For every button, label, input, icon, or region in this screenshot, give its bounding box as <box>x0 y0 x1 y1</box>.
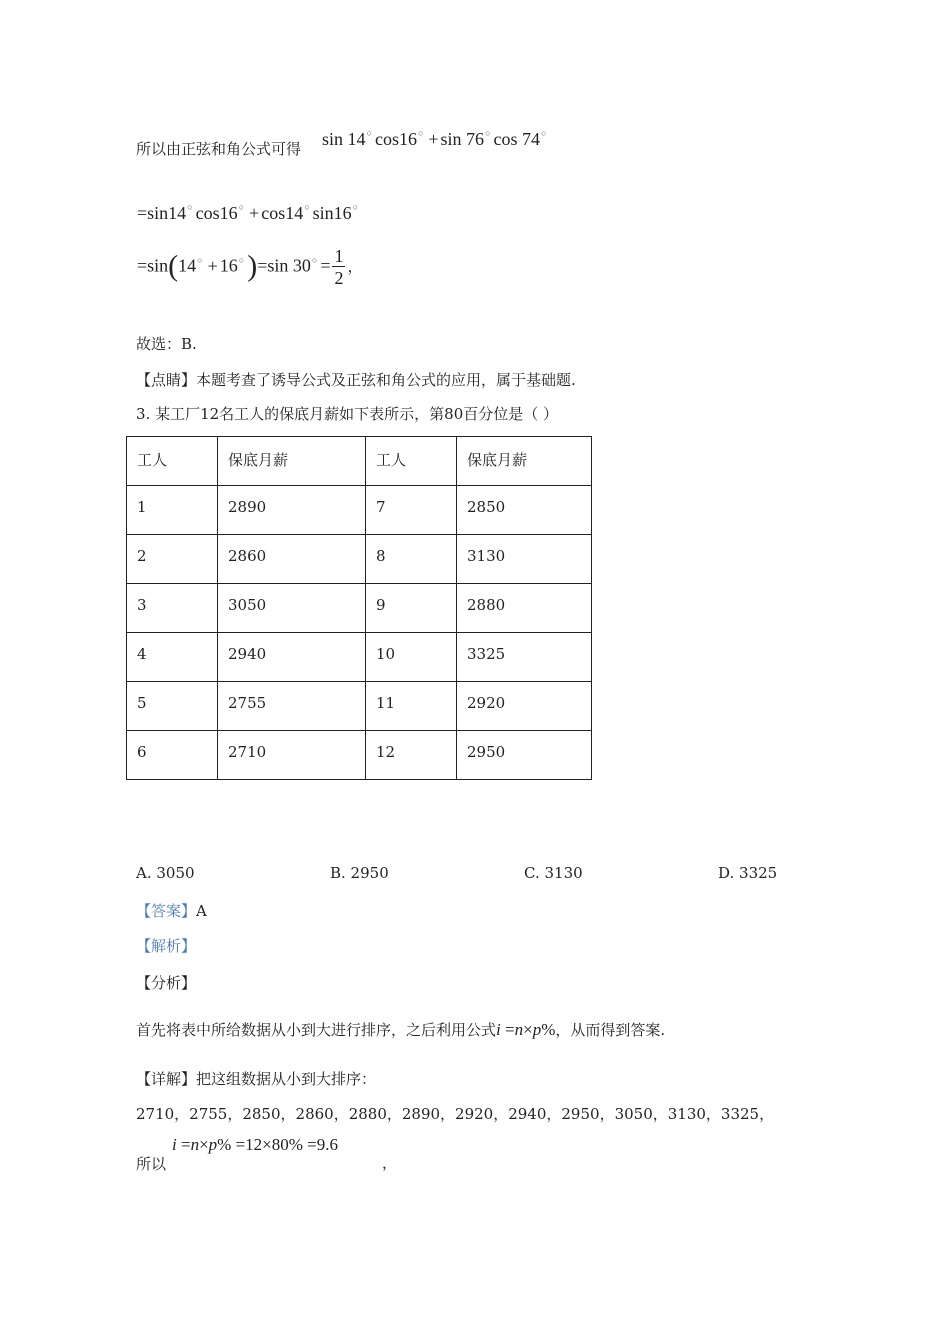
option-d: D. 3325 <box>718 864 778 882</box>
fraction <box>332 246 345 289</box>
analysis-paragraph <box>136 1019 665 1040</box>
table-cell: 9 <box>366 584 457 633</box>
table-cell: 7 <box>366 486 457 535</box>
operator: = <box>137 203 148 223</box>
formula-line-3: =sin(14○ + 16○ )=sin 30○ = $\frac{1}{2}$ ， <box>137 246 363 288</box>
var-i: i <box>172 1135 177 1154</box>
table-cell: 2940 <box>218 633 366 682</box>
table-header: 工人 <box>127 437 218 486</box>
term: sin 14 <box>322 129 366 149</box>
table-row <box>127 682 592 731</box>
table-cell: 2890 <box>218 486 366 535</box>
term: sin 76 <box>440 129 485 149</box>
sorted-data: 2710，2755，2850，2860，2880，2890，2920，2940，2950，3050，3130，3325， <box>136 1105 775 1123</box>
operator: + <box>428 129 439 149</box>
term: cos 74 <box>493 129 540 149</box>
table-cell: 2850 <box>457 486 592 535</box>
operator: = <box>500 1020 515 1039</box>
term: 14 <box>178 255 197 276</box>
answer-label: 【答案】 <box>136 902 197 920</box>
percentile-formula <box>496 1020 555 1039</box>
table-cell: 4 <box>127 633 218 682</box>
term: cos16 <box>374 129 417 149</box>
table-row <box>127 584 592 633</box>
term: cos14 <box>261 203 304 223</box>
term: sin16 <box>312 203 352 223</box>
table-cell: 2880 <box>457 584 592 633</box>
table-row <box>127 731 592 780</box>
option-c: C. 3130 <box>524 864 583 882</box>
operator: + <box>249 203 260 223</box>
table-cell: 2920 <box>457 682 592 731</box>
analysis-suffix: ，从而得到答案. <box>555 1021 666 1039</box>
intro-text: 所以由正弦和角公式可得 <box>136 140 302 158</box>
conclusion: 故选：B. <box>136 335 197 353</box>
table-cell: 2950 <box>457 731 592 780</box>
final-prefix: 所以 <box>136 1155 167 1173</box>
option-b: B. 2950 <box>330 864 389 882</box>
table-cell: 2 <box>127 535 218 584</box>
var-i: i <box>496 1020 501 1039</box>
table-cell: 3 <box>127 584 218 633</box>
table-cell: 8 <box>366 535 457 584</box>
table-cell: 3130 <box>457 535 592 584</box>
table-cell: 2860 <box>218 535 366 584</box>
denominator: 2 <box>334 268 344 288</box>
table-header: 保底月薪 <box>457 437 592 486</box>
option-a: A. 3050 <box>136 864 195 882</box>
table-cell: 2755 <box>218 682 366 731</box>
term: 16 <box>219 255 238 276</box>
final-suffix: ， <box>382 1154 398 1172</box>
analysis-heading: 【解析】 <box>136 937 197 955</box>
table-row <box>127 486 592 535</box>
table-cell: 3325 <box>457 633 592 682</box>
detail-heading: 【详解】把这组数据从小到大排序： <box>136 1070 377 1088</box>
formula-line-2: =sin14○ cos16○ + cos14○ sin16○ <box>137 202 359 223</box>
answer-line <box>136 900 207 921</box>
percent-sign: % <box>541 1020 556 1039</box>
term: sin 30 <box>267 255 311 276</box>
table-cell: 2710 <box>218 731 366 780</box>
operator: + <box>207 255 218 276</box>
table-header-row <box>127 437 592 486</box>
fenxi-heading: 【分析】 <box>136 974 197 992</box>
table-cell: 10 <box>366 633 457 682</box>
table-header: 保底月薪 <box>218 437 366 486</box>
formula-rest: % =12×80% =9.6 <box>217 1135 339 1154</box>
derivation-intro <box>136 138 301 159</box>
operator: × <box>199 1135 209 1154</box>
answer-value: A <box>196 902 207 920</box>
table-cell: 5 <box>127 682 218 731</box>
operator: = <box>137 255 148 276</box>
operator: = <box>176 1135 191 1154</box>
question-stem: 3. 某工厂12名工人的保底月薪如下表所示，第80百分位是（ ） <box>136 405 559 423</box>
term: cos16 <box>195 203 238 223</box>
comment: 【点睛】本题考查了诱导公式及正弦和角公式的应用，属于基础题. <box>136 371 576 389</box>
table-row <box>127 633 592 682</box>
punctuation: ， <box>347 259 363 276</box>
table-cell: 11 <box>366 682 457 731</box>
table-row <box>127 535 592 584</box>
var-p: p <box>208 1135 218 1154</box>
table-cell: 3050 <box>218 584 366 633</box>
salary-table <box>126 436 592 780</box>
var-n: n <box>514 1020 524 1039</box>
var-p: p <box>532 1020 542 1039</box>
analysis-text: 首先将表中所给数据从小到大进行排序，之后利用公式 <box>136 1021 497 1039</box>
term: sin <box>147 255 169 276</box>
table-cell: 12 <box>366 731 457 780</box>
final-formula <box>172 1135 338 1155</box>
table-header: 工人 <box>366 437 457 486</box>
operator: × <box>523 1020 533 1039</box>
table-cell: 6 <box>127 731 218 780</box>
operator: = <box>257 255 268 276</box>
var-n: n <box>190 1135 200 1154</box>
formula-line-1: sin 14○ cos16○ + sin 76○ cos 74○ <box>322 128 547 149</box>
operator: = <box>320 255 331 276</box>
numerator: 1 <box>334 246 344 266</box>
table-cell: 1 <box>127 486 218 535</box>
term: sin14 <box>147 203 187 223</box>
